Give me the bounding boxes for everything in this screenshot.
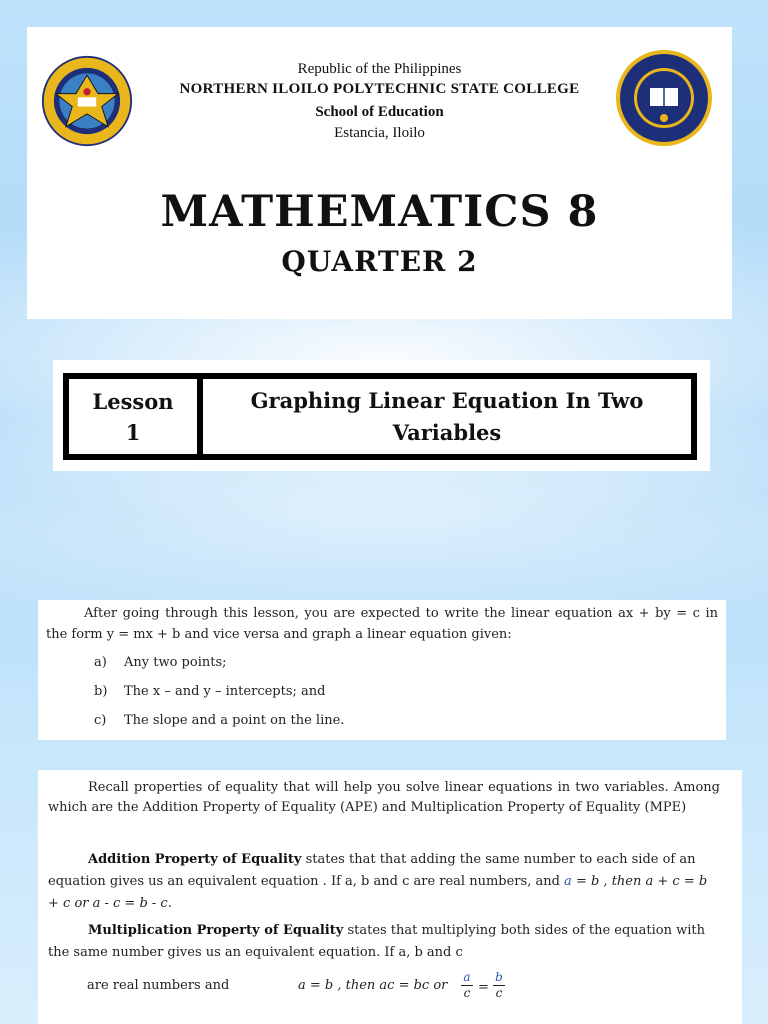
fraction-denominator: c — [463, 986, 471, 1000]
multiplication-property-paragraph — [48, 920, 720, 964]
mpe-line3-text: are real numbers and — [87, 978, 230, 993]
quarter-subtitle: QUARTER 2 — [281, 245, 478, 278]
location-label: Estancia, Iloilo — [334, 125, 425, 141]
fraction-a-over-c — [461, 971, 473, 1000]
lesson-table — [63, 373, 697, 460]
ape-variable: a — [564, 874, 572, 889]
properties-panel — [38, 770, 742, 1024]
ape-equation: = b , then a + c = b + c or a - c = b - c. — [48, 874, 708, 911]
ape-title: Addition Property of Equality — [88, 852, 302, 867]
objective-letter: b) — [94, 684, 108, 699]
lesson-number-cell — [69, 379, 203, 454]
fraction-denominator: c — [495, 986, 503, 1000]
header-panel — [27, 27, 732, 319]
objective-text: The x – and y – intercepts; and — [124, 684, 326, 699]
properties-intro: Recall properties of equality that will help you solve linear equations in two variables. Among which are the Addition Property of Equality (APE) and Multiplication Property of Equality (MPE) — [48, 780, 720, 815]
objectives-panel — [38, 600, 726, 740]
college-name: NORTHERN ILOILO POLYTECHNIC STATE COLLEGE — [179, 81, 580, 97]
page-title: MATHEMATICS 8 — [160, 187, 599, 237]
lesson-panel — [53, 360, 710, 471]
objective-item — [94, 684, 325, 699]
objectives-intro: After going through this lesson, you are expected to write the linear equation ax + by = c in the form y = mx + b and vice versa and graph a linear equation given: — [46, 606, 718, 642]
objective-item — [94, 713, 344, 728]
fraction-b-over-c — [493, 971, 505, 1000]
ape-text: states that that adding the same number to each side of an equation gives us an equivalent equation . If a, b and c are real numbers, and — [48, 852, 696, 889]
school-of-education-seal-logo — [614, 48, 714, 148]
lesson-topic: Graphing Linear Equation In Two Variables — [250, 387, 644, 445]
republic-label: Republic of the Philippines — [297, 61, 462, 77]
mpe-title: Multiplication Property of Equality — [88, 923, 344, 938]
fraction-numerator: a — [463, 970, 471, 984]
objective-letter: c) — [94, 713, 107, 728]
school-name: School of Education — [315, 104, 444, 120]
lesson-number: 1 — [125, 419, 141, 445]
fraction-numerator: b — [495, 970, 503, 984]
mpe-text: states that multiplying both sides of the equation with the same number gives us an equivalent equation. If a, b and c — [48, 923, 706, 960]
addition-property-paragraph — [48, 849, 720, 915]
objective-text: The slope and a point on the line. — [124, 713, 345, 728]
objective-text: Any two points; — [124, 655, 227, 670]
equals-sign: = — [478, 980, 489, 995]
objective-item — [94, 655, 227, 670]
mpe-equation: a = b , then ac = bc or — [298, 978, 448, 993]
lesson-label: Lesson — [92, 388, 174, 414]
objective-letter: a) — [94, 655, 107, 670]
